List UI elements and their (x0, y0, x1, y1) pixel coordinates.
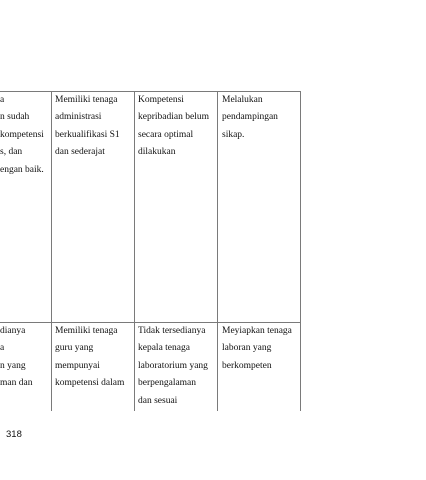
table-cell: Memiliki tenaga administrasi berkualifikasi S1 dan sederajat (55, 95, 120, 158)
column-divider-4 (300, 91, 301, 411)
table-cell: Tidak tersedianya kepala tenaga laboratorium yang berpengalaman dan sesuai (138, 326, 208, 406)
table-cell: Kompetensi kepribadian belum secara optimal dilakukan (138, 95, 209, 158)
column-divider-2 (134, 91, 135, 411)
column-divider-3 (217, 91, 218, 411)
column-divider-1 (51, 91, 52, 411)
table-cell: Melalukan pendampingan sikap. (222, 95, 278, 140)
table-cell: dianya a n yang man dan (0, 326, 33, 389)
table-cell: a n sudah kompetensi s, dan engan baik. (0, 95, 44, 175)
table-cell: Memiliki tenaga guru yang mempunyai kompetensi dalam (55, 326, 125, 389)
table-cell: Meyiapkan tenaga laboran yang berkompeten (222, 326, 292, 371)
page-number: 318 (6, 429, 22, 440)
